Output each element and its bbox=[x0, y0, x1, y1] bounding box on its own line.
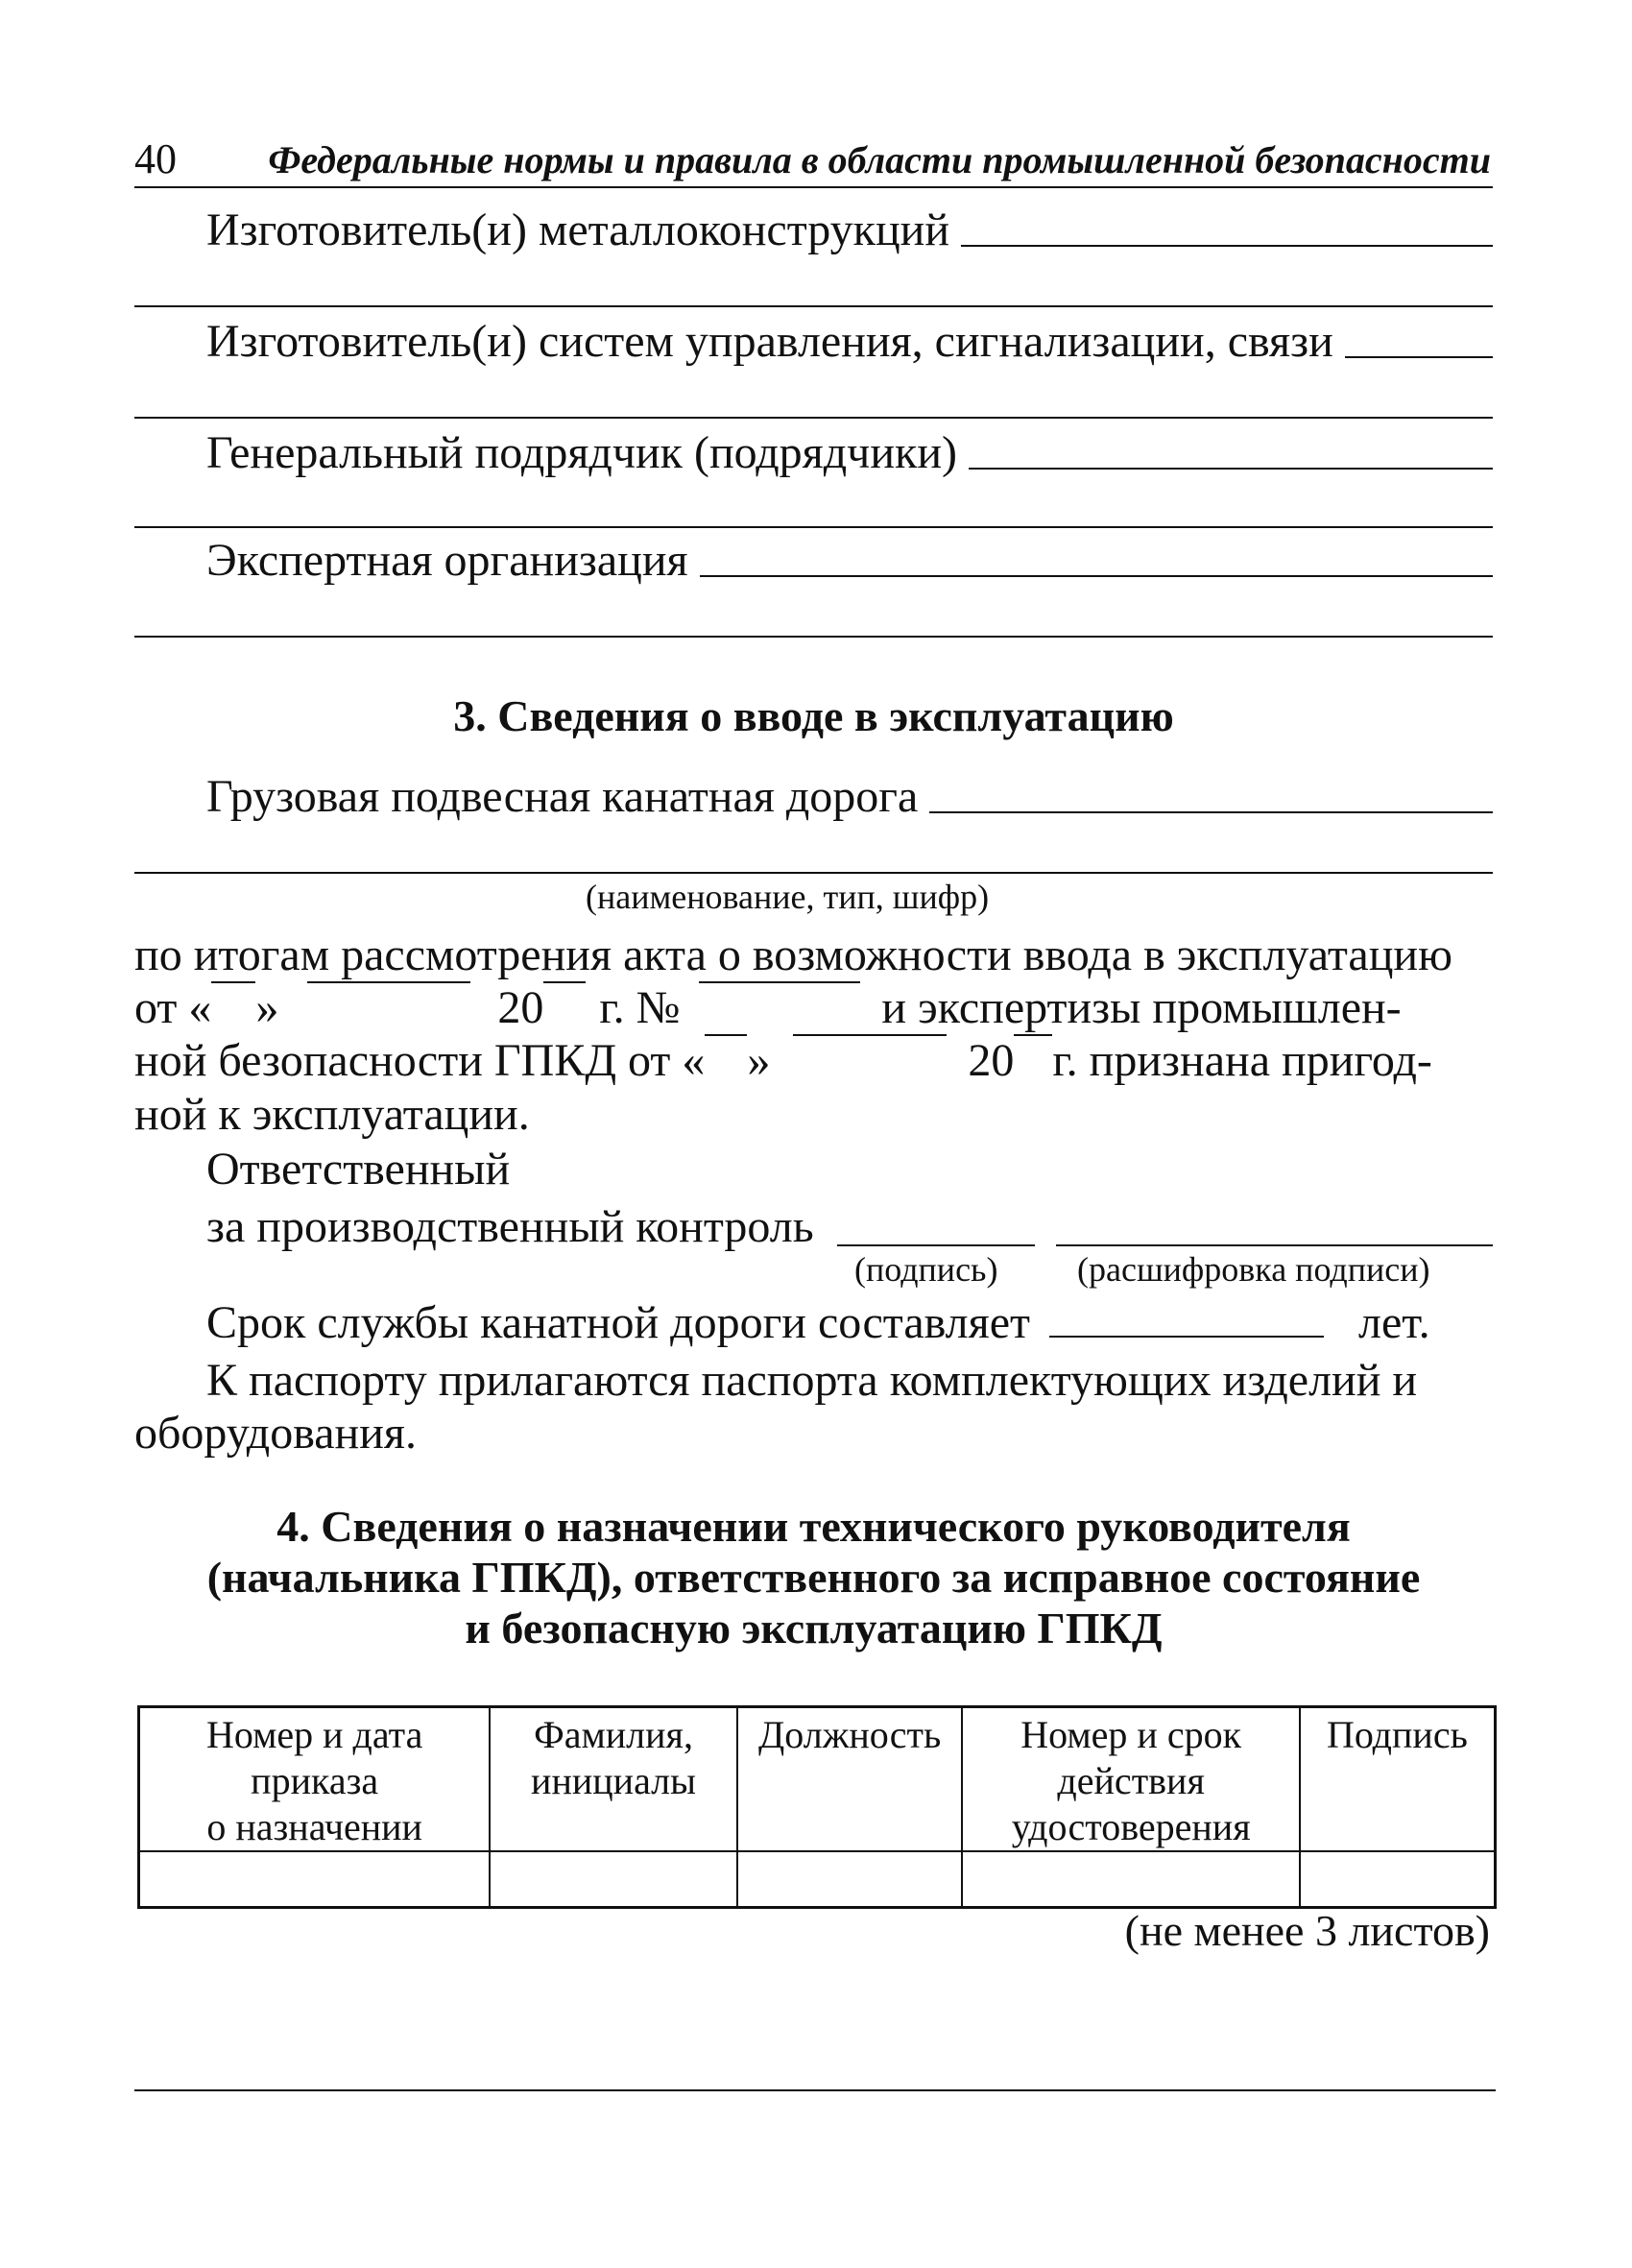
year-blank[interactable] bbox=[543, 981, 586, 983]
paragraph-line bbox=[134, 929, 1493, 981]
header-line: Должность bbox=[758, 1713, 942, 1756]
blank-line[interactable] bbox=[1345, 356, 1493, 358]
day-blank[interactable] bbox=[705, 1034, 747, 1036]
service-life-row bbox=[206, 1296, 1430, 1349]
field-label: Генеральный подрядчик (подрядчики) bbox=[206, 427, 957, 478]
header-line: Фамилия, bbox=[534, 1713, 693, 1756]
service-life-label: Срок службы канатной дороги составляет bbox=[206, 1297, 1030, 1348]
section-4-heading-line: и безопасную эксплуатацию ГПКД bbox=[465, 1603, 1163, 1653]
attachments-paragraph bbox=[134, 1354, 1493, 1460]
header-line: действия bbox=[1057, 1759, 1205, 1802]
table-header-row bbox=[139, 1707, 1496, 1852]
month-blank[interactable] bbox=[793, 1034, 947, 1036]
section-4-heading-line: 4. Сведения о назначении технического руководителя bbox=[276, 1502, 1351, 1551]
service-life-unit: лет. bbox=[1357, 1297, 1430, 1348]
month-blank[interactable] bbox=[307, 981, 470, 983]
blank-line[interactable] bbox=[134, 872, 1493, 874]
paragraph-text: 20 bbox=[968, 1035, 1015, 1087]
blank-line[interactable] bbox=[134, 417, 1493, 419]
table-row bbox=[139, 1851, 1496, 1908]
blank-line[interactable] bbox=[929, 811, 1493, 813]
paragraph-text: от « bbox=[134, 982, 212, 1034]
header-line: Подпись bbox=[1326, 1713, 1468, 1756]
header-line: Номер и срок bbox=[1020, 1713, 1242, 1756]
table-note: (не менее 3 листов) bbox=[1124, 1906, 1490, 1955]
header-line: удостоверения bbox=[1011, 1805, 1251, 1848]
blank-line[interactable] bbox=[700, 575, 1493, 577]
running-title: Федеральные нормы и правила в области промышленной безопасности bbox=[268, 138, 1491, 181]
section-3-heading: 3. Сведения о вводе в эксплуатацию bbox=[453, 691, 1174, 740]
signature-caption: (подпись) bbox=[854, 1250, 998, 1289]
signature-blank[interactable] bbox=[837, 1244, 1035, 1246]
number-blank[interactable] bbox=[699, 981, 860, 983]
paragraph-line bbox=[134, 1407, 1493, 1460]
paragraph-text: ной безопасности ГПКД от « bbox=[134, 1035, 706, 1087]
paragraph-text: » bbox=[255, 982, 279, 1034]
column-header bbox=[490, 1707, 736, 1852]
paragraph-text: 20 bbox=[497, 982, 544, 1034]
road-caption: (наименование, тип, шифр) bbox=[586, 878, 990, 916]
table-cell[interactable] bbox=[962, 1851, 1299, 1908]
footer-rule bbox=[134, 2089, 1496, 2091]
column-header bbox=[139, 1707, 491, 1852]
field-row-road bbox=[206, 770, 1493, 823]
paragraph-line bbox=[134, 1354, 1493, 1407]
paragraph-line bbox=[134, 981, 1493, 1034]
paragraph-text: г. признана пригод- bbox=[1052, 1035, 1432, 1087]
paragraph-text: » bbox=[747, 1035, 771, 1087]
column-header bbox=[962, 1707, 1299, 1852]
responsible-control-label bbox=[206, 1200, 814, 1253]
paragraph-text: ной к эксплуатации. bbox=[134, 1088, 530, 1140]
column-header bbox=[737, 1707, 963, 1852]
field-row-metal bbox=[206, 204, 1493, 256]
blank-line[interactable] bbox=[134, 526, 1493, 528]
field-label: Изготовитель(и) систем управления, сигнализации, связи bbox=[206, 316, 1333, 367]
blank-line[interactable] bbox=[134, 305, 1493, 307]
paragraph-text: оборудования. bbox=[134, 1408, 417, 1460]
responsible-label: Ответственный bbox=[206, 1144, 511, 1194]
blank-line[interactable] bbox=[969, 468, 1493, 470]
header-line: приказа bbox=[251, 1759, 379, 1802]
blank-line[interactable] bbox=[134, 636, 1493, 638]
section-4-heading-line: (начальника ГПКД), ответственного за исправное состояние bbox=[206, 1552, 1421, 1602]
service-life-blank[interactable] bbox=[1049, 1336, 1324, 1338]
table-cell[interactable] bbox=[139, 1851, 491, 1908]
paragraph-text: К паспорту прилагаются паспорта комплектующих изделий и bbox=[206, 1355, 1418, 1406]
field-row-control-systems bbox=[206, 315, 1493, 368]
responsible-control-text: за производственный контроль bbox=[206, 1201, 814, 1252]
header-line: инициалы bbox=[531, 1759, 697, 1802]
section-4-heading bbox=[134, 1502, 1493, 1654]
field-label: Экспертная организация bbox=[206, 535, 688, 586]
paragraph-text: по итогам рассмотрения акта о возможности ввода в эксплуатацию bbox=[134, 929, 1452, 980]
field-label: Изготовитель(и) металлоконструкций bbox=[206, 205, 950, 255]
paragraph-line bbox=[134, 1034, 1493, 1087]
header-line: о назначении bbox=[206, 1805, 422, 1848]
paragraph-text: и экспертизы промышлен- bbox=[881, 982, 1402, 1034]
column-header bbox=[1300, 1707, 1496, 1852]
page-number: 40 bbox=[134, 135, 177, 183]
section-3-paragraph bbox=[134, 929, 1493, 1141]
signature-decode-blank[interactable] bbox=[1056, 1244, 1493, 1246]
field-row-expert-org bbox=[206, 534, 1493, 587]
year-blank[interactable] bbox=[1014, 1034, 1052, 1036]
day-blank[interactable] bbox=[211, 981, 255, 983]
blank-line[interactable] bbox=[961, 245, 1493, 247]
page-header bbox=[134, 134, 1493, 188]
field-row-contractor bbox=[206, 426, 1493, 479]
appointments-table bbox=[137, 1705, 1497, 1909]
paragraph-text: г. № bbox=[599, 982, 681, 1034]
paragraph-line bbox=[134, 1088, 1493, 1141]
field-label: Грузовая подвесная канатная дорога bbox=[206, 771, 919, 822]
table-cell[interactable] bbox=[490, 1851, 736, 1908]
header-line: Номер и дата bbox=[205, 1713, 423, 1756]
table-cell[interactable] bbox=[1300, 1851, 1496, 1908]
table-cell[interactable] bbox=[737, 1851, 963, 1908]
signature-decode-caption: (расшифровка подписи) bbox=[1077, 1250, 1430, 1289]
